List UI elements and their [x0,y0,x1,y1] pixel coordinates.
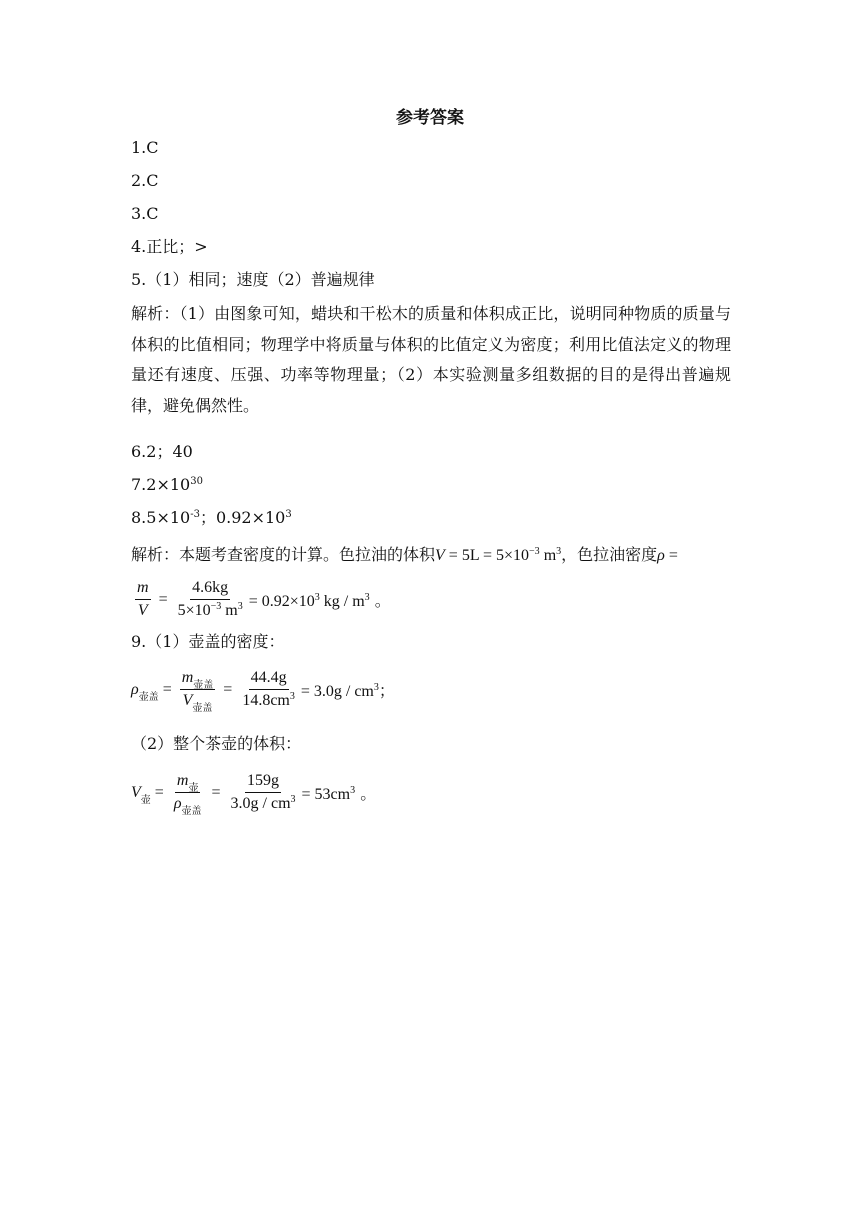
answer-5: 5.（1）相同；速度（2）普遍规律 [131,270,375,289]
density-symbol: ρ [657,547,665,564]
volume-expression: = 5L = 5×10 [444,547,530,564]
volume-symbol: V [435,547,445,564]
fraction-numerator: 4.6kg [190,579,230,600]
teapot-volume-lhs: $V_壶$ [131,783,151,806]
answer-6: 6.2；40 [131,442,193,461]
volume-exponent: −3 [529,546,540,557]
fraction-numerator: m [135,579,151,600]
answer-8-part1: 8.5×10 [131,508,191,527]
answer-8-part2: ；0.92×10 [199,508,286,527]
answer-4: 4.正比；> [131,237,208,256]
lid-density-result: = $3.0g / cm^3$； [300,681,395,700]
answer-3: 3.C [131,204,159,223]
analysis-8-mid: ，色拉油密度 [561,545,658,564]
density-result: = $0.92\times 10^3$ kg / $m^3$ 。 [248,591,391,610]
answer-1: 1.C [131,138,159,157]
fraction-lid-values [240,669,297,710]
fraction-numerator: 44.4g [249,669,289,690]
fraction-m-over-rho [172,772,204,817]
fraction-values [176,579,245,620]
teapot-volume-result: = $53cm^3$ 。 [301,784,377,803]
fraction-denominator: $14.8cm^3$ [242,691,295,709]
answer-7-base: 7.2×10 [131,475,191,494]
answer-2: 2.C [131,171,159,190]
fraction-denominator: V [137,602,148,619]
lid-density-lhs: $\rho_{壶盖}$ [131,680,159,703]
analysis-8-prefix: 解析：本题考查密度的计算。色拉油的体积 [131,545,436,564]
answer-5-analysis: 解析：（1）由图象可知，蜡块和干松木的质量和体积成正比，说明同种物质的质量与体积的比值相同；物理学中将质量与体积的比值定义为密度；利用比值法定义的物理量还有速度、压强、功率等物理量；（2）本实验测量多组数据的目的是得出普遍规律，避免偶然性。 [131,304,731,415]
answer-7 [131,474,203,496]
fraction-denominator: $\rho_{壶盖}$ [173,795,202,817]
density-equals: = [664,547,678,564]
volume-unit-exponent: 3 [556,546,562,557]
fraction-m-over-v-lid [180,669,216,714]
answer-8-exp1: -3 [190,509,200,520]
question-9-part-2-label: （2）整个茶壶的体积： [131,734,302,753]
fraction-numerator: $m_壶$ [176,772,199,794]
volume-unit: m [539,547,557,564]
answer-8-exp2: 3 [285,509,292,520]
answer-8-analysis-line1 [131,544,678,567]
fraction-denominator: $5\times 10^{-3}$ $m^3$ [177,601,243,619]
fraction-denominator: $3.0g / cm^3$ [230,794,296,812]
fraction-teapot-values [229,772,298,813]
answer-8 [131,507,292,529]
density-equation: $\frac{m}{V}$ = $\frac{4.6kg}{5\times 10^{-3} m^3}$ = $0.92\times 10^3$ kg / $m^3$ 。 [137,579,391,619]
question-9-part-1-label: 9.（1）壶盖的密度： [131,632,285,651]
fraction-m-over-v [135,579,151,620]
teapot-volume-equation: $V_壶$ = $\frac{m_壶}{\rho_{壶盖}}$ = $\frac{159g}{3.0g / cm^3}$ = $53cm^3$ 。 [131,772,377,817]
fraction-denominator: $V_{壶盖}$ [182,692,213,714]
fraction-numerator: $m_{壶盖}$ [181,669,214,691]
page-title: 参考答案 [396,108,464,128]
answer-7-exponent: 30 [190,476,203,487]
lid-density-equation: $\rho_{壶盖}$ = $\frac{m_{壶盖}}{V_{壶盖}}$ = $\frac{44.4g}{14.8cm^3}$ = $3.0g / cm^3$； [131,669,395,714]
fraction-numerator: 159g [245,772,281,793]
